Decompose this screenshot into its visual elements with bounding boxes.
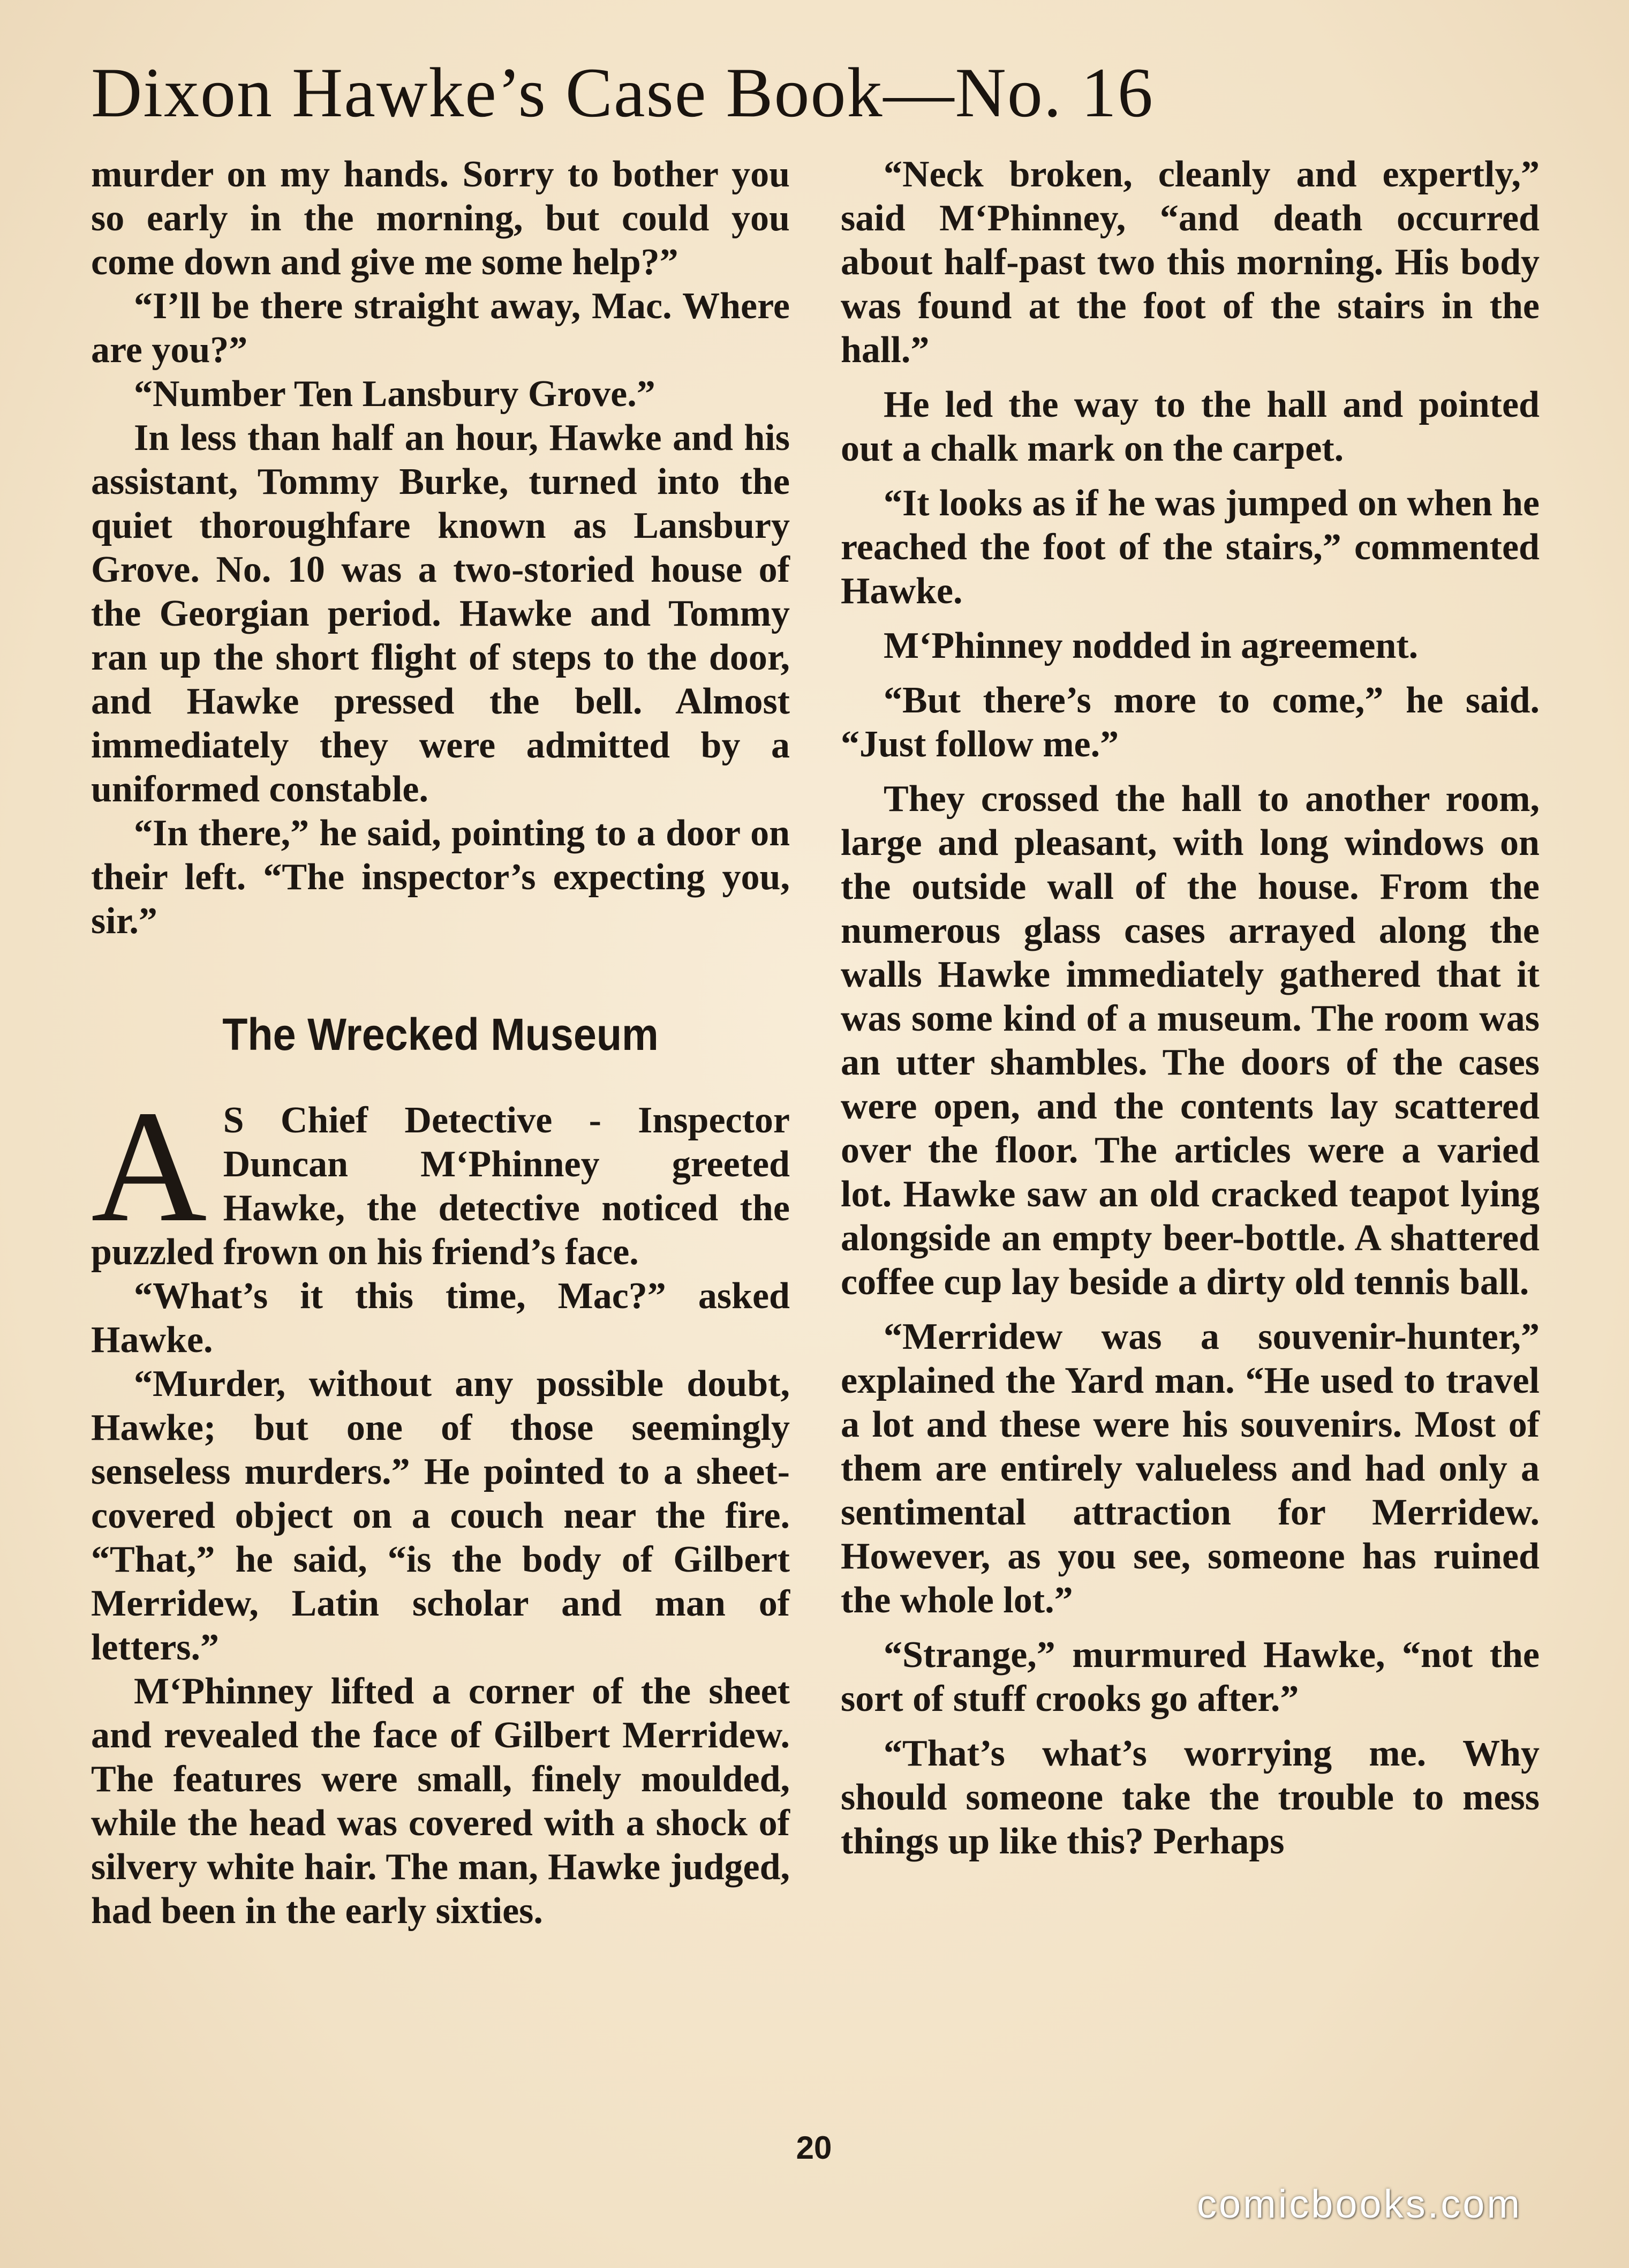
paragraph: “Merridew was a souvenir-hunter,” explained the Yard man. “He used to travel a lot and these were his souvenirs. Most of them are entirely valueless and had only a sentimental attraction for Merridew. However, as you see, someone has ruined the whole lot.” (841, 1316, 1540, 1621)
page-number: 20 (796, 2130, 832, 2166)
watermark: comicbooks.com (1197, 2182, 1522, 2226)
paragraph: murder on my hands. Sorry to bother you so early in the morning, but could you come down and give me some help?” (91, 154, 790, 283)
paragraph: M‘Phinney nodded in agreement. (884, 625, 1419, 666)
paragraph: “Murder, without any possible doubt, Hawke; but one of those seemingly senseless murders.” He pointed to a sheet-covered object on a couch near the fire. “That,” he said, “is the body of Gilbert Merridew, Latin scholar and man of letters.” (91, 1363, 790, 1668)
page-title: Dixon Hawke’s Case Book—No. 16 (91, 53, 1154, 132)
paragraph: M‘Phinney lifted a corner of the sheet and revealed the face of Gilbert Merridew. The features were small, finely moulded, while the head was covered with a shock of silvery white hair. The man, Hawke judged, had been in the early sixties. (91, 1671, 790, 1932)
paragraph: “In there,” he said, pointing to a door on their left. “The inspector’s expecting you, sir.” (91, 813, 790, 942)
paragraph: “Number Ten Lansbury Grove.” (134, 373, 655, 415)
paragraph: “But there’s more to come,” he said. “Just follow me.” (841, 680, 1540, 765)
paragraph: In less than half an hour, Hawke and his assistant, Tommy Burke, turned into the quiet thoroughfare known as Lansbury Grove. No. 10 was a two-storied house of the Georgian period. Hawke and Tommy ran up the short flight of steps to the door, and Hawke pressed the bell. Almost immediately they were admitted by a uniformed constable. (91, 417, 790, 810)
right-column (841, 153, 1540, 1864)
opening-text: S Chief Detective - Inspector Duncan M‘Phinney greeted Hawke, the detective noticed the puzzled frown on his friend’s face. (91, 1100, 790, 1273)
drop-cap: A (91, 1077, 207, 1255)
paragraph: He led the way to the hall and pointed out a chalk mark on the carpet. (841, 384, 1540, 469)
paragraph: “Strange,” murmured Hawke, “not the sort of stuff crooks go after.” (841, 1634, 1540, 1719)
paragraph: “I’ll be there straight away, Mac. Where are you?” (91, 286, 790, 371)
section-title: The Wrecked Museum (222, 1009, 659, 1060)
left-column (91, 153, 790, 1933)
paragraph: “What’s it this time, Mac?” asked Hawke. (91, 1275, 790, 1361)
opening-paragraph (91, 1077, 790, 1274)
paragraph: They crossed the hall to another room, large and pleasant, with long windows on the outside wall of the house. From the numerous glass cases arrayed along the walls Hawke immediately gathered that it was some kind of a museum. The room was an utter shambles. The doors of the cases were open, and the contents lay scattered over the floor. The articles were a varied lot. Hawke saw an old cracked teapot lying alongside an empty beer-bottle. A shattered coffee cup lay beside a dirty old tennis ball. (841, 778, 1540, 1303)
paragraph: “It looks as if he was jumped on when he reached the foot of the stairs,” commented Hawke. (841, 483, 1540, 612)
paragraph: “That’s what’s worrying me. Why should someone take the trouble to mess things up like this? Perhaps (841, 1733, 1540, 1862)
paragraph: “Neck broken, cleanly and expertly,” said M‘Phinney, “and death occurred about half-past two this morning. His body was found at the foot of the stairs in the hall.” (841, 154, 1540, 371)
